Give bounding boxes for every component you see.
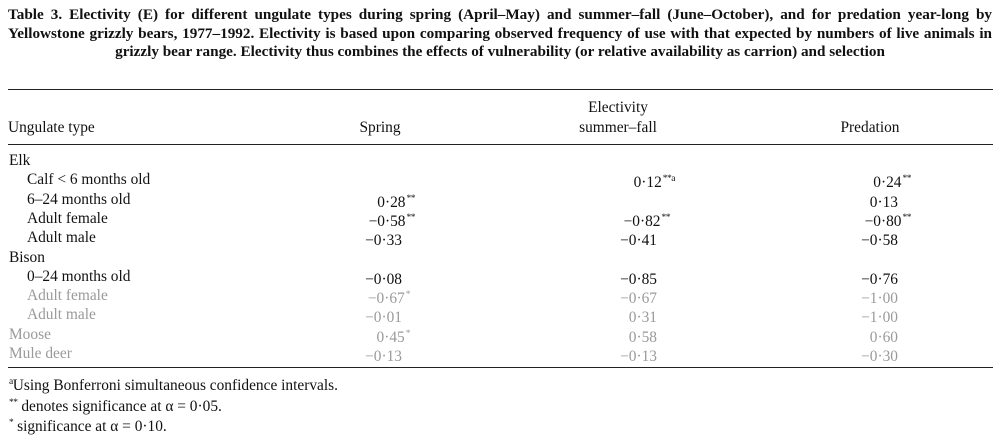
significance-mark: ** [661,212,670,223]
cell-value: −0·58 [368,212,406,230]
footnote [8,373,338,395]
cell-value: −0·85 [620,270,657,288]
cell-value: −0·01 [365,309,402,327]
cell-value: −0·13 [620,348,657,365]
cell-summer-fall [538,228,658,250]
cell-value: −0·41 [620,232,657,250]
row-label: Adult male [27,229,96,247]
header-electivity: Electivity [588,99,648,116]
cell-value: −0·33 [365,232,402,250]
significance-mark: ** [902,212,911,223]
footnote-mark: * [9,418,14,428]
table-caption: Table 3. Electivity (E) for different ungulate types during spring (April–May) and summer–fall (June–October), and for predation year-long by Yellowstone grizzly bears, 1977–1992. Electivity is based upon comparing observed frequency of use with that expected by numbers of live animals in grizzly bear range. Electivity thus combines the effects of vulnerability (or relative availability as carrion) and selection [8,6,992,60]
cell-predation [779,344,899,366]
footnote [8,414,167,436]
footnote-mark: a [9,377,13,387]
cell-spring [283,344,403,366]
cell-value: 0·13 [869,193,898,211]
header-spring: Spring [359,119,401,136]
cell-value: −1·00 [861,309,898,327]
row-label: 6–24 months old [27,190,131,208]
cell-value: −0·80 [864,212,902,230]
cell-value: −0·58 [861,232,898,250]
footnote-text: Using Bonferroni simultaneous confidence intervals. [12,377,338,394]
cell-value: −1·00 [861,290,898,308]
header-summer-fall: summer–fall [579,119,657,136]
header-rule [8,144,993,145]
footnote-text: significance at α = 0·10. [13,418,167,435]
header-ungulate-type: Ungulate type [8,119,95,136]
bottom-rule [8,367,993,368]
significance-mark: ** [902,174,911,185]
row-label: Calf < 6 months old [27,171,151,189]
cell-value: 0·60 [869,328,898,346]
cell-value: 0·28 [377,193,406,211]
significance-mark: * [405,290,410,301]
cell-value: −0·76 [861,270,898,288]
row-label: 0–24 months old [27,267,131,285]
cell-value: −0·82 [623,212,661,230]
header-predation: Predation [840,119,900,136]
cell-value: 0·12 [633,174,662,192]
cell-value: −0·67 [367,290,405,308]
row-label: Elk [9,152,31,169]
cell-value: 0·45 [376,328,405,346]
footnote-text: denotes significance at α = 0·05. [17,397,222,415]
row-label: Moose [9,325,51,343]
cell-summer-fall [538,344,658,366]
significance-mark: ** [406,193,415,204]
row-label: Adult female [27,287,108,305]
cell-value: 0·58 [628,328,657,346]
cell-spring [283,228,403,250]
footnote [8,394,222,416]
significance-mark: **a [662,174,675,185]
cell-value: 0·31 [628,309,657,327]
cell-value: −0·30 [861,348,898,365]
row-label: Bison [9,248,45,266]
top-rule [8,89,993,90]
cell-summer-fall [538,170,675,192]
row-label: Adult female [27,209,108,227]
cell-value: −0·08 [365,270,402,288]
row-label: Mule deer [9,345,72,362]
significance-mark: ** [406,212,415,223]
row-label: Adult male [27,306,96,324]
cell-predation [779,228,899,250]
significance-mark: * [405,328,410,339]
cell-value: 0·24 [873,174,902,192]
cell-value: −0·67 [620,290,657,308]
footnote-mark: ** [9,397,18,408]
cell-value: −0·13 [365,348,402,365]
